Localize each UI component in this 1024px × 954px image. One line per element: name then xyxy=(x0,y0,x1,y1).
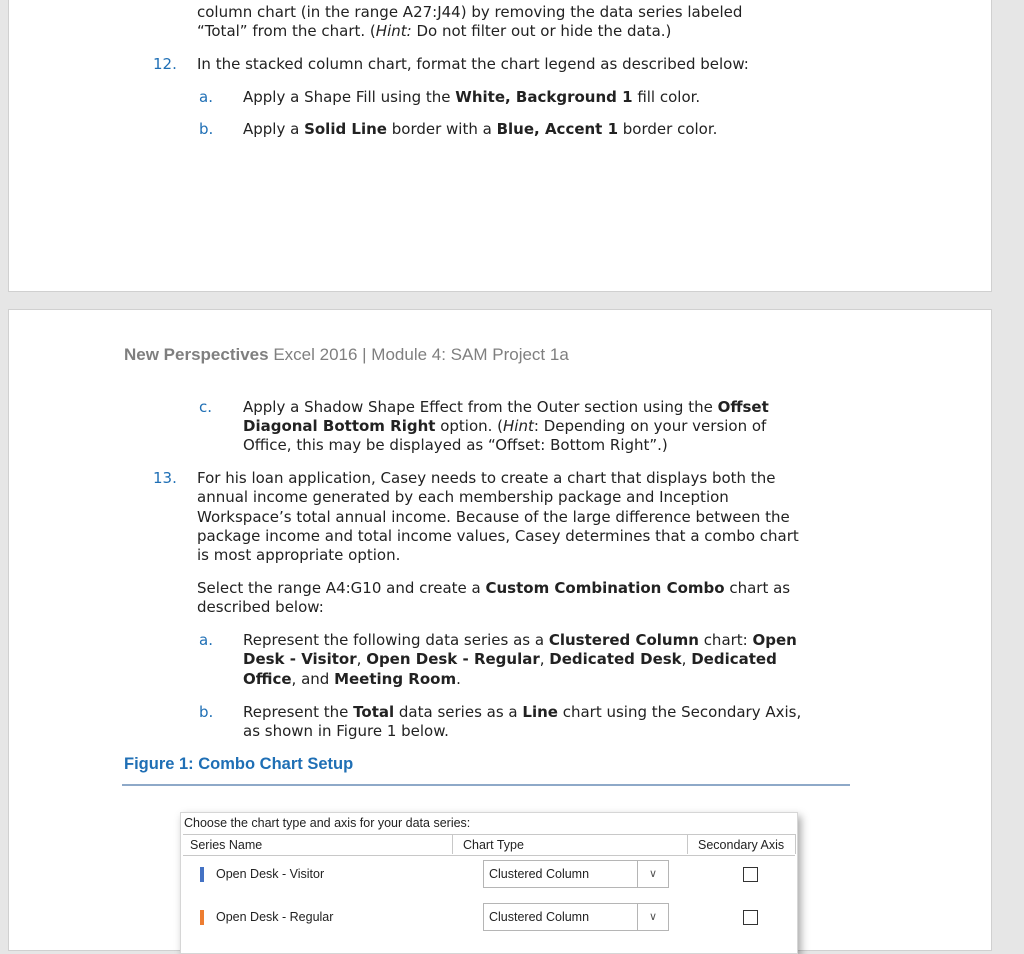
continued-text-line: “Total” from the chart. (Hint: Do not filter out or hide the data.) xyxy=(197,22,672,40)
chart-type-value: Clustered Column xyxy=(489,867,590,881)
figure-divider xyxy=(122,784,850,786)
chart-type-dropdown[interactable] xyxy=(483,903,669,931)
document-page-1 xyxy=(8,0,992,292)
substep-text: Represent the Total data series as a Line chart using the Secondary Axis, xyxy=(243,703,802,721)
column-separator xyxy=(687,834,688,854)
substep-text: Office, and Meeting Room. xyxy=(243,670,461,688)
col-secondary-axis: Secondary Axis xyxy=(698,838,785,852)
series-color-swatch xyxy=(200,867,204,882)
substep-text: Apply a Shadow Shape Effect from the Outer section using the Offset xyxy=(243,398,769,416)
step-number: 13. xyxy=(153,469,177,487)
step-text: package income and total income values, Casey determines that a combo chart xyxy=(197,527,799,545)
step-text: Select the range A4:G10 and create a Custom Combination Combo chart as xyxy=(197,579,791,597)
substep-letter: a. xyxy=(199,88,213,106)
substep-text: Office, this may be displayed as “Offset: Bottom Right”.) xyxy=(243,436,668,454)
substep-text: Diagonal Bottom Right option. (Hint: Depending on your version of xyxy=(243,417,767,435)
step-text: described below: xyxy=(197,598,324,616)
substep-text: Represent the following data series as a Clustered Column chart: Open xyxy=(243,631,797,649)
series-name: Open Desk - Visitor xyxy=(216,867,325,881)
substep-letter: b. xyxy=(199,120,214,138)
step-text: annual income generated by each membership package and Inception xyxy=(197,488,729,506)
document-page-2 xyxy=(8,309,992,951)
page-header: New Perspectives Excel 2016 | Module 4: SAM Project 1a xyxy=(124,345,569,364)
step-text: In the stacked column chart, format the chart legend as described below: xyxy=(197,55,749,73)
substep-text: Apply a Solid Line border with a Blue, Accent 1 border color. xyxy=(243,120,718,138)
substep-text: as shown in Figure 1 below. xyxy=(243,722,449,740)
step-text: For his loan application, Casey needs to create a chart that displays both the xyxy=(197,469,776,487)
series-name: Open Desk - Regular xyxy=(216,910,334,924)
secondary-axis-checkbox[interactable] xyxy=(743,867,758,882)
series-row xyxy=(183,897,795,937)
step-text: is most appropriate option. xyxy=(197,546,401,564)
continued-text-line: column chart (in the range A27:J44) by removing the data series labeled xyxy=(197,3,743,21)
chart-type-value: Clustered Column xyxy=(489,910,590,924)
chevron-down-icon[interactable]: ∨ xyxy=(637,861,668,887)
column-separator xyxy=(452,834,453,854)
secondary-axis-checkbox[interactable] xyxy=(743,910,758,925)
figure-caption: Figure 1: Combo Chart Setup xyxy=(124,755,354,773)
substep-letter: a. xyxy=(199,631,213,649)
chevron-down-icon[interactable]: ∨ xyxy=(637,904,668,930)
substep-text: Apply a Shape Fill using the White, Background 1 fill color. xyxy=(243,88,701,106)
chart-type-dropdown[interactable] xyxy=(483,860,669,888)
col-chart-type: Chart Type xyxy=(463,838,524,852)
substep-letter: b. xyxy=(199,703,214,721)
series-color-swatch xyxy=(200,910,204,925)
substep-letter: c. xyxy=(199,398,213,416)
step-number: 12. xyxy=(153,55,177,73)
col-series-name: Series Name xyxy=(190,838,263,852)
substep-text: Desk - Visitor, Open Desk - Regular, Dedicated Desk, Dedicated xyxy=(243,650,777,668)
dialog-instruction: Choose the chart type and axis for your data series: xyxy=(184,816,471,830)
column-separator xyxy=(795,834,796,854)
series-row xyxy=(183,854,795,894)
step-text: Workspace’s total annual income. Because of the large difference between the xyxy=(197,508,790,526)
series-table-header xyxy=(183,834,795,856)
combo-chart-dialog xyxy=(180,812,798,954)
